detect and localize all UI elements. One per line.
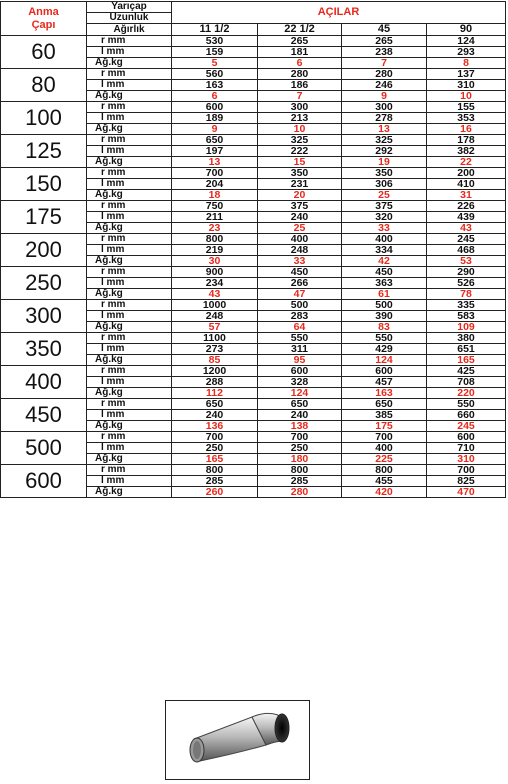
value-cell: 16 — [427, 124, 506, 135]
value-cell: 159 — [172, 47, 258, 58]
value-cell: 400 — [342, 443, 427, 454]
value-cell: 10 — [258, 124, 342, 135]
value-cell: 57 — [172, 322, 258, 333]
value-cell: 124 — [258, 388, 342, 399]
diameter-cell: 100 — [1, 102, 87, 135]
row-label-r: r mm — [87, 168, 172, 179]
value-cell: 181 — [258, 47, 342, 58]
diameter-cell: 500 — [1, 432, 87, 465]
value-cell: 600 — [172, 102, 258, 113]
value-cell: 283 — [258, 311, 342, 322]
row-label-kg: Ağ.kg — [87, 124, 172, 135]
row-label-r: r mm — [87, 333, 172, 344]
value-cell: 15 — [258, 157, 342, 168]
value-cell: 213 — [258, 113, 342, 124]
diameter-header-line2: Çapı — [31, 18, 56, 31]
table-row-r — [1, 135, 506, 146]
value-cell: 335 — [427, 300, 506, 311]
value-cell: 47 — [258, 289, 342, 300]
value-cell: 266 — [258, 278, 342, 289]
value-cell: 31 — [427, 190, 506, 201]
value-cell: 800 — [342, 465, 427, 476]
value-cell: 650 — [172, 399, 258, 410]
angle-header-2: 22 1/2 — [258, 24, 342, 36]
value-cell: 8 — [427, 58, 506, 69]
diameter-header-line1: Anma — [28, 5, 59, 18]
value-cell: 250 — [258, 443, 342, 454]
table-row-r — [1, 366, 506, 377]
value-cell: 33 — [258, 256, 342, 267]
value-cell: 64 — [258, 322, 342, 333]
value-cell: 10 — [427, 91, 506, 102]
value-cell: 700 — [172, 432, 258, 443]
value-cell: 245 — [427, 421, 506, 432]
table-row-r — [1, 432, 506, 443]
row-label-kg: Ağ.kg — [87, 223, 172, 234]
value-cell: 328 — [258, 377, 342, 388]
value-cell: 439 — [427, 212, 506, 223]
diameter-cell: 350 — [1, 333, 87, 366]
row-label-kg: Ağ.kg — [87, 388, 172, 399]
value-cell: 25 — [342, 190, 427, 201]
value-cell: 300 — [258, 102, 342, 113]
value-cell: 163 — [342, 388, 427, 399]
value-cell: 240 — [258, 410, 342, 421]
row-label-l: l mm — [87, 377, 172, 388]
table-row-r — [1, 333, 506, 344]
value-cell: 248 — [258, 245, 342, 256]
value-cell: 165 — [172, 454, 258, 465]
value-cell: 500 — [258, 300, 342, 311]
table-row-r — [1, 36, 506, 47]
table-row-r — [1, 69, 506, 80]
value-cell: 211 — [172, 212, 258, 223]
value-cell: 20 — [258, 190, 342, 201]
row-label-kg: Ağ.kg — [87, 355, 172, 366]
diameter-cell: 200 — [1, 234, 87, 267]
value-cell: 420 — [342, 487, 427, 498]
row-label-kg: Ağ.kg — [87, 421, 172, 432]
value-cell: 180 — [258, 454, 342, 465]
table-row-r — [1, 399, 506, 410]
row-label-r: r mm — [87, 69, 172, 80]
table-row-r — [1, 267, 506, 278]
value-cell: 222 — [258, 146, 342, 157]
value-cell: 95 — [258, 355, 342, 366]
row-label-l: l mm — [87, 443, 172, 454]
value-cell: 6 — [258, 58, 342, 69]
value-cell: 650 — [172, 135, 258, 146]
diameter-cell: 80 — [1, 69, 87, 102]
value-cell: 1000 — [172, 300, 258, 311]
value-cell: 163 — [172, 80, 258, 91]
row-label-l: l mm — [87, 278, 172, 289]
value-cell: 468 — [427, 245, 506, 256]
value-cell: 30 — [172, 256, 258, 267]
value-cell: 750 — [172, 201, 258, 212]
value-cell: 660 — [427, 410, 506, 421]
row-label-l: l mm — [87, 179, 172, 190]
value-cell: 400 — [342, 234, 427, 245]
row-label-r: r mm — [87, 300, 172, 311]
value-cell: 800 — [258, 465, 342, 476]
value-cell: 78 — [427, 289, 506, 300]
value-cell: 800 — [172, 465, 258, 476]
value-cell: 350 — [258, 168, 342, 179]
value-cell: 137 — [427, 69, 506, 80]
value-cell: 61 — [342, 289, 427, 300]
value-cell: 375 — [258, 201, 342, 212]
value-cell: 245 — [427, 234, 506, 245]
value-cell: 43 — [172, 289, 258, 300]
row-label-r: r mm — [87, 267, 172, 278]
diameter-cell: 400 — [1, 366, 87, 399]
value-cell: 225 — [342, 454, 427, 465]
row-label-kg: Ağ.kg — [87, 454, 172, 465]
value-cell: 278 — [342, 113, 427, 124]
value-cell: 708 — [427, 377, 506, 388]
value-cell: 450 — [258, 267, 342, 278]
value-cell: 390 — [342, 311, 427, 322]
diameter-cell: 125 — [1, 135, 87, 168]
value-cell: 240 — [172, 410, 258, 421]
row-label-r: r mm — [87, 432, 172, 443]
value-cell: 285 — [258, 476, 342, 487]
value-cell: 260 — [172, 487, 258, 498]
row-label-l: l mm — [87, 476, 172, 487]
row-label-l: l mm — [87, 80, 172, 91]
table-row-r — [1, 234, 506, 245]
value-cell: 310 — [427, 80, 506, 91]
row-label-r: r mm — [87, 234, 172, 245]
value-cell: 650 — [258, 399, 342, 410]
length-header: Uzunluk — [87, 13, 172, 24]
value-cell: 43 — [427, 223, 506, 234]
value-cell: 18 — [172, 190, 258, 201]
value-cell: 273 — [172, 344, 258, 355]
value-cell: 265 — [258, 36, 342, 47]
value-cell: 22 — [427, 157, 506, 168]
value-cell: 382 — [427, 146, 506, 157]
value-cell: 7 — [258, 91, 342, 102]
row-label-r: r mm — [87, 201, 172, 212]
row-label-l: l mm — [87, 113, 172, 124]
value-cell: 238 — [342, 47, 427, 58]
value-cell: 334 — [342, 245, 427, 256]
value-cell: 550 — [427, 399, 506, 410]
diameter-cell: 175 — [1, 201, 87, 234]
angle-header-1: 11 1/2 — [172, 24, 258, 36]
value-cell: 293 — [427, 47, 506, 58]
row-label-r: r mm — [87, 465, 172, 476]
header-row-1 — [1, 2, 506, 13]
value-cell: 306 — [342, 179, 427, 190]
value-cell: 800 — [172, 234, 258, 245]
value-cell: 13 — [172, 157, 258, 168]
value-cell: 7 — [342, 58, 427, 69]
value-cell: 280 — [258, 487, 342, 498]
weight-header: Ağırlık — [87, 24, 172, 36]
value-cell: 25 — [258, 223, 342, 234]
row-label-kg: Ağ.kg — [87, 289, 172, 300]
value-cell: 124 — [427, 36, 506, 47]
diameter-cell: 150 — [1, 168, 87, 201]
row-label-kg: Ağ.kg — [87, 487, 172, 498]
value-cell: 825 — [427, 476, 506, 487]
row-label-r: r mm — [87, 135, 172, 146]
diameter-header — [1, 2, 87, 36]
value-cell: 530 — [172, 36, 258, 47]
value-cell: 450 — [342, 267, 427, 278]
value-cell: 265 — [342, 36, 427, 47]
angle-header-4: 90 — [427, 24, 506, 36]
value-cell: 53 — [427, 256, 506, 267]
value-cell: 375 — [342, 201, 427, 212]
radius-header: Yarıçap — [87, 2, 172, 13]
value-cell: 83 — [342, 322, 427, 333]
value-cell: 200 — [427, 168, 506, 179]
diameter-cell: 60 — [1, 36, 87, 69]
value-cell: 220 — [427, 388, 506, 399]
value-cell: 600 — [258, 366, 342, 377]
value-cell: 385 — [342, 410, 427, 421]
value-cell: 5 — [172, 58, 258, 69]
pipe-elbow-photo — [165, 700, 310, 780]
value-cell: 6 — [172, 91, 258, 102]
value-cell: 175 — [342, 421, 427, 432]
value-cell: 138 — [258, 421, 342, 432]
row-label-l: l mm — [87, 146, 172, 157]
diameter-cell: 450 — [1, 399, 87, 432]
value-cell: 124 — [342, 355, 427, 366]
row-label-r: r mm — [87, 399, 172, 410]
value-cell: 363 — [342, 278, 427, 289]
value-cell: 165 — [427, 355, 506, 366]
value-cell: 42 — [342, 256, 427, 267]
table-body — [1, 36, 506, 498]
value-cell: 700 — [342, 432, 427, 443]
diameter-cell: 600 — [1, 465, 87, 498]
value-cell: 710 — [427, 443, 506, 454]
row-label-r: r mm — [87, 366, 172, 377]
value-cell: 9 — [342, 91, 427, 102]
value-cell: 700 — [258, 432, 342, 443]
value-cell: 457 — [342, 377, 427, 388]
value-cell: 400 — [258, 234, 342, 245]
value-cell: 219 — [172, 245, 258, 256]
value-cell: 311 — [258, 344, 342, 355]
value-cell: 197 — [172, 146, 258, 157]
value-cell: 900 — [172, 267, 258, 278]
value-cell: 320 — [342, 212, 427, 223]
value-cell: 500 — [342, 300, 427, 311]
table-row-r — [1, 465, 506, 476]
value-cell: 600 — [427, 432, 506, 443]
value-cell: 280 — [342, 69, 427, 80]
value-cell: 288 — [172, 377, 258, 388]
value-cell: 350 — [342, 168, 427, 179]
row-label-l: l mm — [87, 212, 172, 223]
row-label-kg: Ağ.kg — [87, 256, 172, 267]
value-cell: 325 — [258, 135, 342, 146]
value-cell: 112 — [172, 388, 258, 399]
row-label-kg: Ağ.kg — [87, 157, 172, 168]
value-cell: 425 — [427, 366, 506, 377]
row-label-l: l mm — [87, 410, 172, 421]
value-cell: 136 — [172, 421, 258, 432]
value-cell: 186 — [258, 80, 342, 91]
table-row-r — [1, 300, 506, 311]
value-cell: 178 — [427, 135, 506, 146]
value-cell: 189 — [172, 113, 258, 124]
value-cell: 231 — [258, 179, 342, 190]
value-cell: 204 — [172, 179, 258, 190]
table-row-r — [1, 168, 506, 179]
value-cell: 650 — [342, 399, 427, 410]
angle-header-3: 45 — [342, 24, 427, 36]
value-cell: 455 — [342, 476, 427, 487]
value-cell: 9 — [172, 124, 258, 135]
value-cell: 248 — [172, 311, 258, 322]
value-cell: 234 — [172, 278, 258, 289]
value-cell: 250 — [172, 443, 258, 454]
row-label-kg: Ağ.kg — [87, 58, 172, 69]
value-cell: 700 — [427, 465, 506, 476]
value-cell: 13 — [342, 124, 427, 135]
value-cell: 85 — [172, 355, 258, 366]
diameter-cell: 300 — [1, 300, 87, 333]
value-cell: 285 — [172, 476, 258, 487]
value-cell: 560 — [172, 69, 258, 80]
value-cell: 353 — [427, 113, 506, 124]
row-label-kg: Ağ.kg — [87, 91, 172, 102]
value-cell: 33 — [342, 223, 427, 234]
table-row-r — [1, 201, 506, 212]
value-cell: 1200 — [172, 366, 258, 377]
value-cell: 246 — [342, 80, 427, 91]
value-cell: 380 — [427, 333, 506, 344]
value-cell: 429 — [342, 344, 427, 355]
value-cell: 526 — [427, 278, 506, 289]
value-cell: 700 — [172, 168, 258, 179]
value-cell: 325 — [342, 135, 427, 146]
value-cell: 109 — [427, 322, 506, 333]
row-label-r: r mm — [87, 36, 172, 47]
row-label-l: l mm — [87, 344, 172, 355]
value-cell: 550 — [342, 333, 427, 344]
value-cell: 155 — [427, 102, 506, 113]
row-label-l: l mm — [87, 245, 172, 256]
value-cell: 19 — [342, 157, 427, 168]
value-cell: 290 — [427, 267, 506, 278]
row-label-l: l mm — [87, 311, 172, 322]
elbow-spec-table — [0, 1, 506, 498]
row-label-r: r mm — [87, 102, 172, 113]
angles-header: AÇILAR — [172, 2, 506, 24]
value-cell: 470 — [427, 487, 506, 498]
value-cell: 310 — [427, 454, 506, 465]
value-cell: 600 — [342, 366, 427, 377]
value-cell: 280 — [258, 69, 342, 80]
value-cell: 651 — [427, 344, 506, 355]
value-cell: 226 — [427, 201, 506, 212]
pipe-elbow-icon — [166, 701, 309, 779]
row-label-kg: Ağ.kg — [87, 190, 172, 201]
value-cell: 292 — [342, 146, 427, 157]
diameter-cell: 250 — [1, 267, 87, 300]
value-cell: 1100 — [172, 333, 258, 344]
value-cell: 410 — [427, 179, 506, 190]
value-cell: 583 — [427, 311, 506, 322]
row-label-kg: Ağ.kg — [87, 322, 172, 333]
value-cell: 23 — [172, 223, 258, 234]
table-row-r — [1, 102, 506, 113]
value-cell: 550 — [258, 333, 342, 344]
value-cell: 240 — [258, 212, 342, 223]
row-label-l: l mm — [87, 47, 172, 58]
value-cell: 300 — [342, 102, 427, 113]
